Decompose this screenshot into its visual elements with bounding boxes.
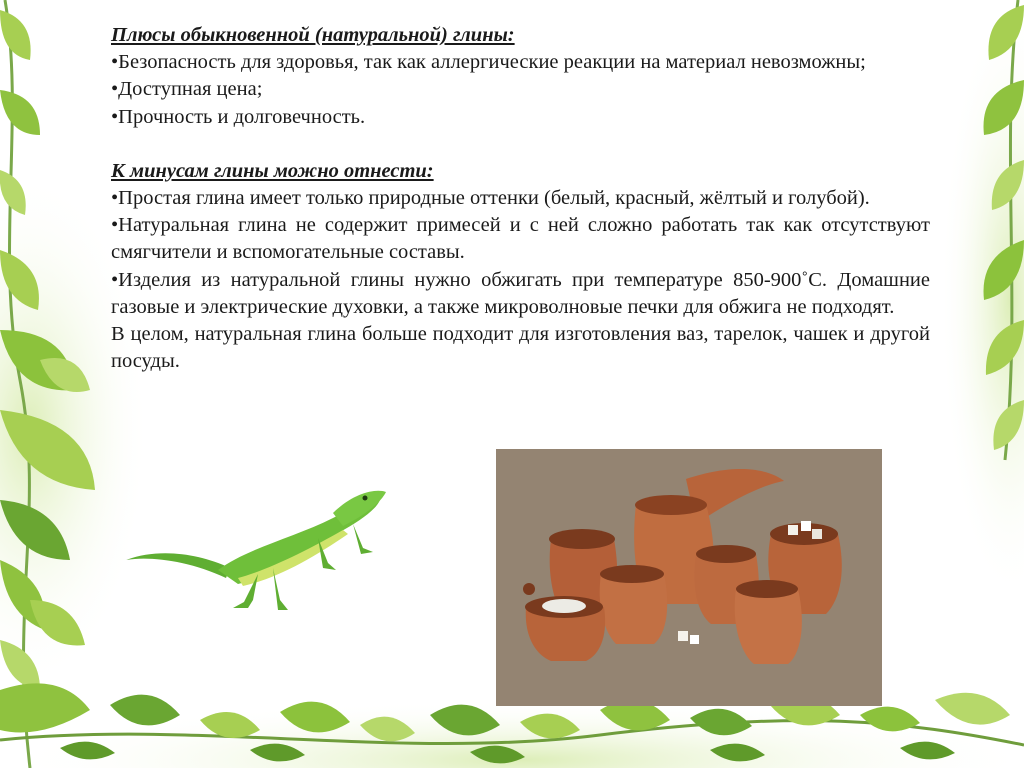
lizard-image (118, 478, 388, 628)
pros-item: •Прочность и долговечность. (111, 105, 366, 128)
pros-heading: Плюсы обыкновенной (натуральной) глины: (111, 24, 515, 46)
cons-item: •Простая глина имеет только природные оттенки (белый, красный, жёлтый и голубой). (111, 187, 870, 210)
clay-pottery-photo (496, 449, 882, 706)
spacer (111, 131, 930, 158)
pros-item: •Безопасность для здоровья, так как аллергические реакции на материал невозможны; (111, 51, 866, 74)
text-content (111, 22, 930, 375)
cons-heading: К минусам глины можно отнести: (111, 159, 434, 182)
conclusion-text: В целом, натуральная глина больше подходит для изготовления ваз, тарелок, чашек и другой посуды. (111, 323, 930, 373)
pros-item: •Доступная цена; (111, 78, 263, 101)
cons-item: •Натуральная глина не содержит примесей и с ней сложно работать так как отсутствуют смягчители и вспомогательные составы. (111, 214, 930, 264)
cons-item: •Изделия из натуральной глины нужно обжигать при температуре 850-900˚С. Домашние газовые и электрические духовки, а также микроволновые печки для обжига не подходят. (111, 268, 930, 318)
